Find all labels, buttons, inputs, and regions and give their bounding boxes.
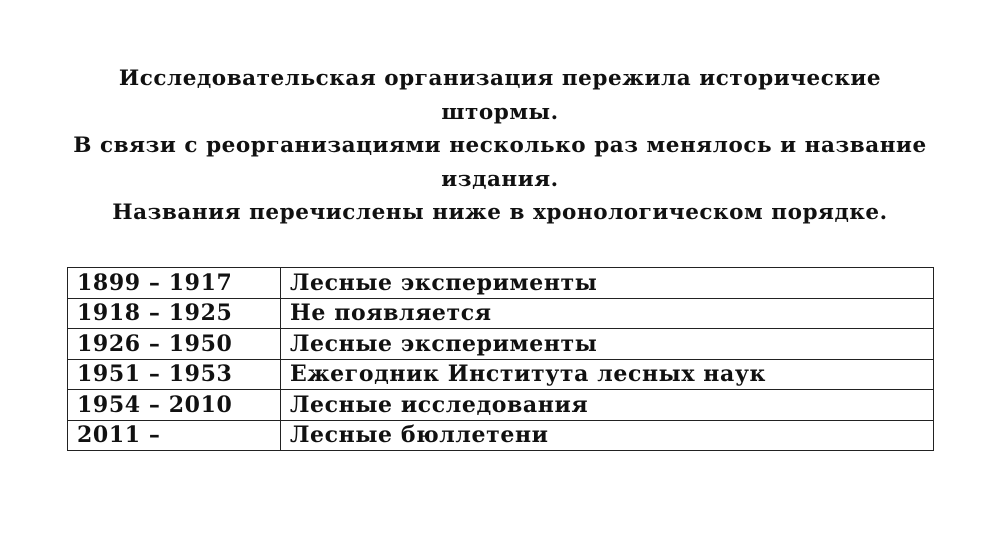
- table-row: [68, 329, 934, 360]
- years-cell: 1926 – 1950: [68, 329, 281, 360]
- title-cell: Лесные эксперименты: [281, 268, 934, 299]
- table-row: [68, 268, 934, 299]
- table-row: [68, 420, 934, 451]
- heading-line: Названия перечислены ниже в хронологическом порядке.: [112, 200, 888, 225]
- table-row: [68, 390, 934, 421]
- years-cell: 1899 – 1917: [68, 268, 281, 299]
- title-cell: Лесные исследования: [281, 390, 934, 421]
- heading-line: штормы.: [441, 99, 559, 125]
- years-cell: 2011 –: [68, 420, 281, 451]
- title-cell: Ежегодник Института лесных наук: [281, 359, 934, 390]
- title-cell: Не появляется: [281, 298, 934, 329]
- heading-line: Исследовательская организация пережила исторические: [118, 66, 882, 91]
- publication-names-table: [67, 267, 934, 451]
- years-cell: 1918 – 1925: [68, 298, 281, 329]
- intro-heading: [0, 62, 1000, 230]
- title-cell: Лесные бюллетени: [281, 420, 934, 451]
- years-cell: 1951 – 1953: [68, 359, 281, 390]
- table-row: [68, 298, 934, 329]
- years-cell: 1954 – 2010: [68, 390, 281, 421]
- title-cell: Лесные эксперименты: [281, 329, 934, 360]
- heading-line: издания.: [441, 166, 559, 192]
- heading-line: В связи с реорганизациями несколько раз менялось и название: [73, 133, 927, 158]
- table-row: [68, 359, 934, 390]
